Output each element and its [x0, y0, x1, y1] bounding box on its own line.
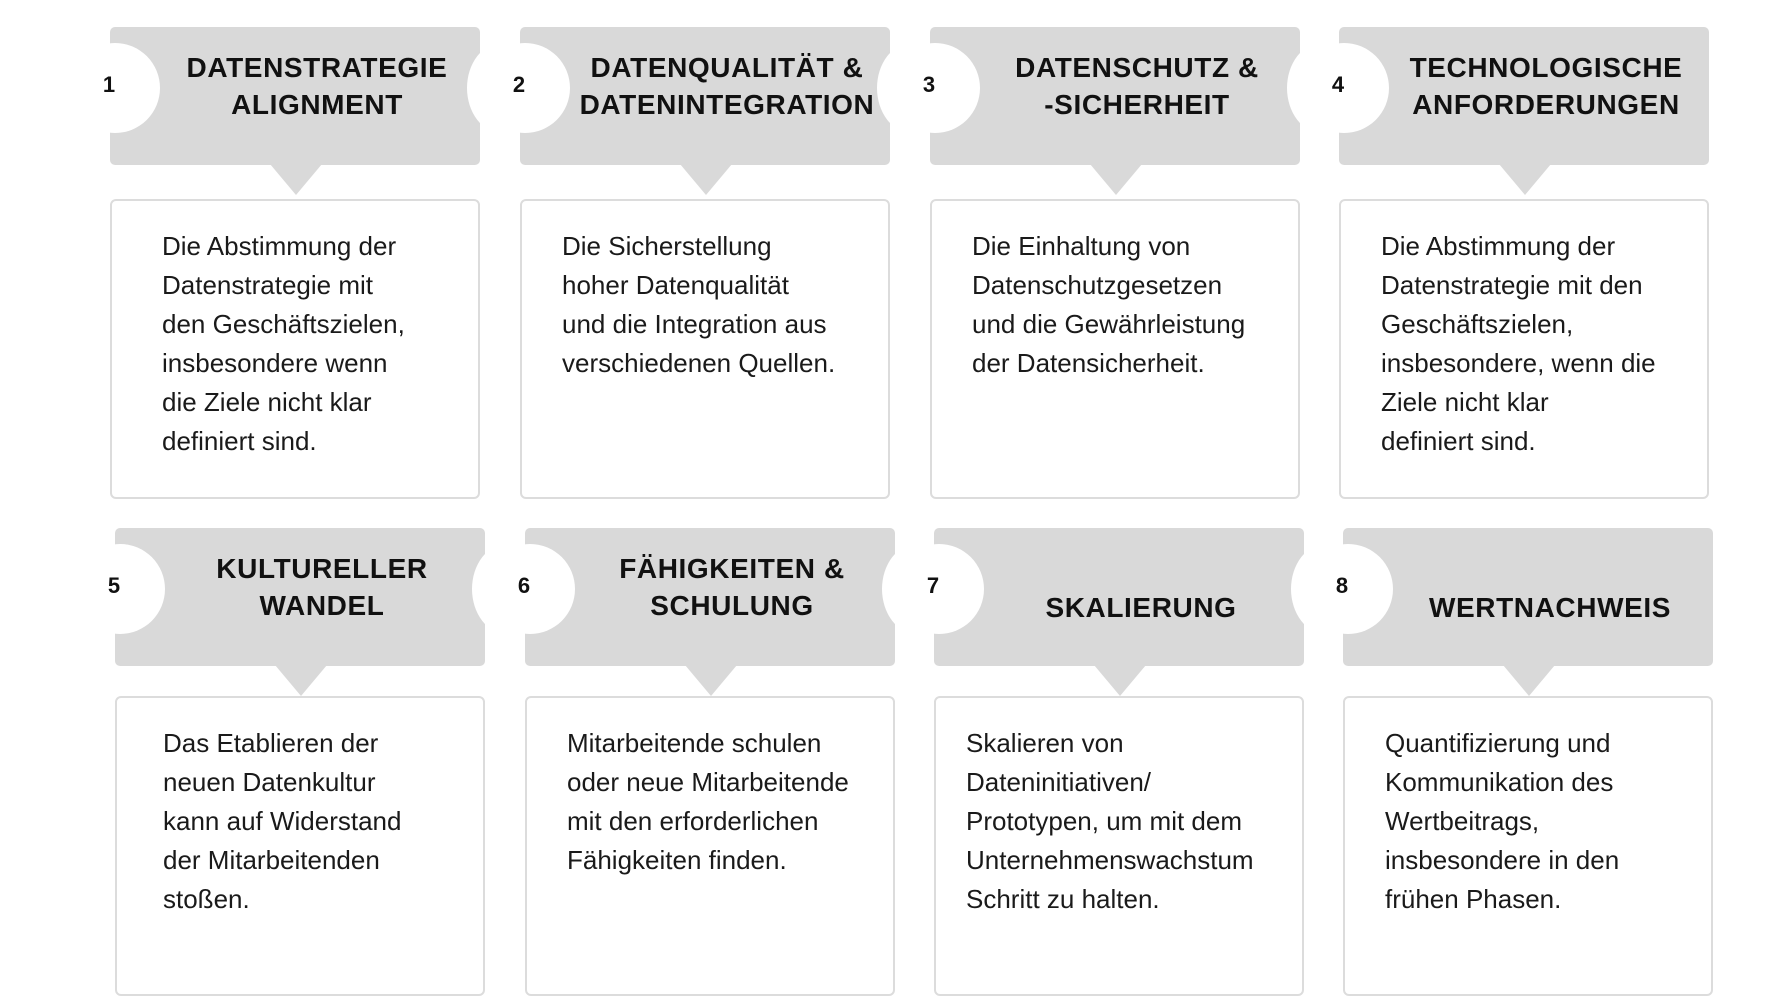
card-description: Quantifizierung und Kommunikation des Wertbeitrags, insbesondere in den frühen Phasen.	[1385, 728, 1620, 914]
card-description: Die Abstimmung der Datenstrategie mit den Geschäftszielen, insbesondere wenn die Ziele nicht klar definiert sind.	[162, 231, 405, 456]
card-header	[512, 27, 890, 165]
card-description: Die Abstimmung der Datenstrategie mit den Geschäftszielen, insbesondere, wenn die Ziele nicht klar definiert sind.	[1381, 231, 1656, 456]
card-number: 7	[926, 573, 940, 598]
card-title: DATENSCHUTZ & -SICHERHEIT	[1015, 52, 1259, 120]
card-title: FÄHIGKEITEN & SCHULUNG	[619, 553, 845, 621]
header-pointer	[680, 164, 732, 195]
card-description: Mitarbeitende schulen oder neue Mitarbeitende mit den erforderlichen Fähigkeiten finden.	[567, 728, 849, 875]
card-title: DATENSTRATEGIE ALIGNMENT	[186, 52, 448, 120]
card-description: Skalieren von Dateninitiativen/ Prototypen, um mit dem Unternehmenswachstum Schritt zu halten.	[966, 728, 1254, 914]
card-description-box	[1343, 696, 1713, 996]
card-number: 4	[1331, 72, 1345, 97]
card-title: WERTNACHWEIS	[1428, 591, 1672, 623]
card-number: 2	[512, 72, 526, 97]
card-header	[107, 528, 485, 666]
card-description-box	[525, 696, 895, 996]
card-title: TECHNOLOGISCHE ANFORDERUNGEN	[1409, 52, 1683, 120]
header-pointer	[1499, 164, 1551, 195]
card-title: SKALIERUNG	[1045, 591, 1237, 623]
card-number: 5	[107, 573, 121, 598]
card-description-box	[115, 696, 485, 996]
card-description-box	[930, 199, 1300, 499]
card-number: 6	[517, 573, 531, 598]
header-pointer	[1090, 164, 1142, 195]
header-pointer	[275, 665, 327, 696]
card-description: Die Sicherstellung hoher Datenqualität und die Integration aus verschiedenen Quellen.	[562, 231, 836, 378]
card-number: 1	[102, 72, 116, 97]
card-header	[922, 27, 1300, 165]
card-title: KULTURELLER WANDEL	[216, 553, 428, 621]
header-pointer	[1503, 665, 1555, 696]
card-number: 3	[922, 72, 936, 97]
header-pointer	[685, 665, 737, 696]
card-description: Die Einhaltung von Datenschutzgesetzen und die Gewährleistung der Datensicherheit.	[972, 231, 1246, 378]
card-header	[102, 27, 480, 165]
card-header	[1335, 528, 1713, 666]
card-header	[1331, 27, 1709, 165]
card-title: DATENQUALITÄT & DATENINTEGRATION	[579, 52, 875, 120]
card-header	[517, 528, 895, 666]
header-pointer	[270, 164, 322, 195]
card-description-box	[520, 199, 890, 499]
card-description-box	[110, 199, 480, 499]
card-description-box	[1339, 199, 1709, 499]
card-number: 8	[1335, 573, 1349, 598]
card-header	[926, 528, 1304, 666]
header-pointer	[1094, 665, 1146, 696]
card-description: Das Etablieren der neuen Datenkultur kann auf Widerstand der Mitarbeitenden stoßen.	[163, 728, 402, 914]
card-description-box	[934, 696, 1304, 996]
